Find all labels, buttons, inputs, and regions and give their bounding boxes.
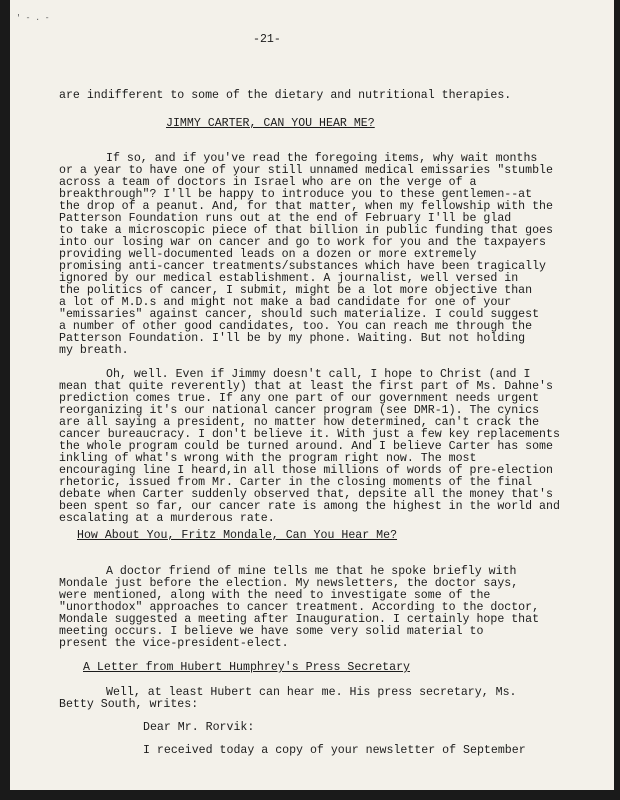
text-line: rhetoric, issued from Mr. Carter in the closing moments of the final	[59, 476, 533, 489]
text-line: were mentioned, along with the need to investigate some of the	[59, 589, 491, 602]
section-heading-humphrey: A Letter from Hubert Humphrey's Press Secretary	[83, 661, 410, 674]
section-heading-carter: JIMMY CARTER, CAN YOU HEAR ME?	[166, 117, 375, 130]
text-line: Patterson Foundation runs out at the end of February I'll be glad	[59, 212, 512, 225]
text-line: debate when Carter suddenly observed that, depsite all the money that's	[59, 488, 553, 501]
section-heading-mondale: How About You, Fritz Mondale, Can You Hear Me?	[77, 529, 398, 542]
text-line: Oh, well. Even if Jimmy doesn't call, I hope to Christ (and I	[106, 368, 531, 381]
document-page	[10, 0, 614, 790]
text-line: prediction comes true. If any one part of our government needs urgent	[59, 392, 540, 405]
text-line: are indifferent to some of the dietary and nutritional therapies.	[59, 89, 512, 102]
text-line: or a year to have one of your still unnamed medical emissaries "stumble	[59, 164, 553, 177]
text-line: my breath.	[59, 344, 129, 357]
text-line: encouraging line I heard,in all those millions of words of pre-election	[59, 464, 553, 477]
text-line: reorganizing it's our national cancer program (see DMR-1). The cynics	[59, 404, 540, 417]
text-line: ignored by our medical establishment. A journalist, well versed in	[59, 272, 519, 285]
text-line: into our losing war on cancer and go to work for you and the taxpayers	[59, 236, 547, 249]
text-line: cancer bureaucracy. I don't believe it. With just a few key replacements	[59, 428, 560, 441]
text-line: to take a microscopic piece of that billion in public funding that goes	[59, 224, 553, 237]
text-line: "emissaries" against cancer, should such materialize. I could suggest	[59, 308, 540, 321]
text-line: Mondale just before the election. My newsletters, the doctor says,	[59, 577, 519, 590]
text-line: Mondale suggested a meeting after Inauguration. I certainly hope that	[59, 613, 540, 626]
text-line: are all saying a president, no matter how determined, can't crack the	[59, 416, 540, 429]
text-line: present the vice-president-elect.	[59, 637, 289, 650]
text-line: promising anti-cancer treatments/substances which have been tragically	[59, 260, 547, 273]
text-line: escalating at a murderous rate.	[59, 512, 275, 525]
text-line: the whole program could be turned around. And I believe Carter has some	[59, 440, 553, 453]
text-line: the politics of cancer, I submit, might be a lot more objective than	[59, 284, 533, 297]
text-line: providing well-documented leads on a dozen or more extremely	[59, 248, 477, 261]
text-line: breakthrough"? I'll be happy to introduce you to these gentlemen--at	[59, 188, 533, 201]
text-line: across a team of doctors in Israel who are on the verge of a	[59, 176, 477, 189]
corner-mark: ' - . -	[16, 14, 50, 23]
text-line: a lot of M.D.s and might not make a bad candidate for one of your	[59, 296, 512, 309]
text-line: Well, at least Hubert can hear me. His press secretary, Ms.	[106, 686, 517, 699]
text-line: meeting occurs. I believe we have some very solid material to	[59, 625, 484, 638]
text-line: Patterson Foundation. I'll be by my phone. Waiting. But not holding	[59, 332, 526, 345]
text-line: inkling of what's wrong with the program right now. The most	[59, 452, 477, 465]
text-line: "unorthodox" approaches to cancer treatment. According to the doctor,	[59, 601, 540, 614]
text-line: been spent so far, our cancer rate is among the highest in the world and	[59, 500, 560, 513]
text-line: the drop of a peanut. And, for that matter, when my fellowship with the	[59, 200, 553, 213]
text-line: Betty South, writes:	[59, 698, 199, 711]
letter-text-line: I received today a copy of your newsletter of September	[143, 744, 526, 757]
text-line: a number of other good candidates, too. You can reach me through the	[59, 320, 533, 333]
text-line: If so, and if you've read the foregoing items, why wait months	[106, 152, 538, 165]
text-line: mean that quite reverently) that at least the first part of Ms. Dahne's	[59, 380, 553, 393]
text-line: A doctor friend of mine tells me that he spoke briefly with	[106, 565, 517, 578]
page-number: -21-	[253, 33, 281, 46]
letter-salutation: Dear Mr. Rorvik:	[143, 721, 255, 734]
